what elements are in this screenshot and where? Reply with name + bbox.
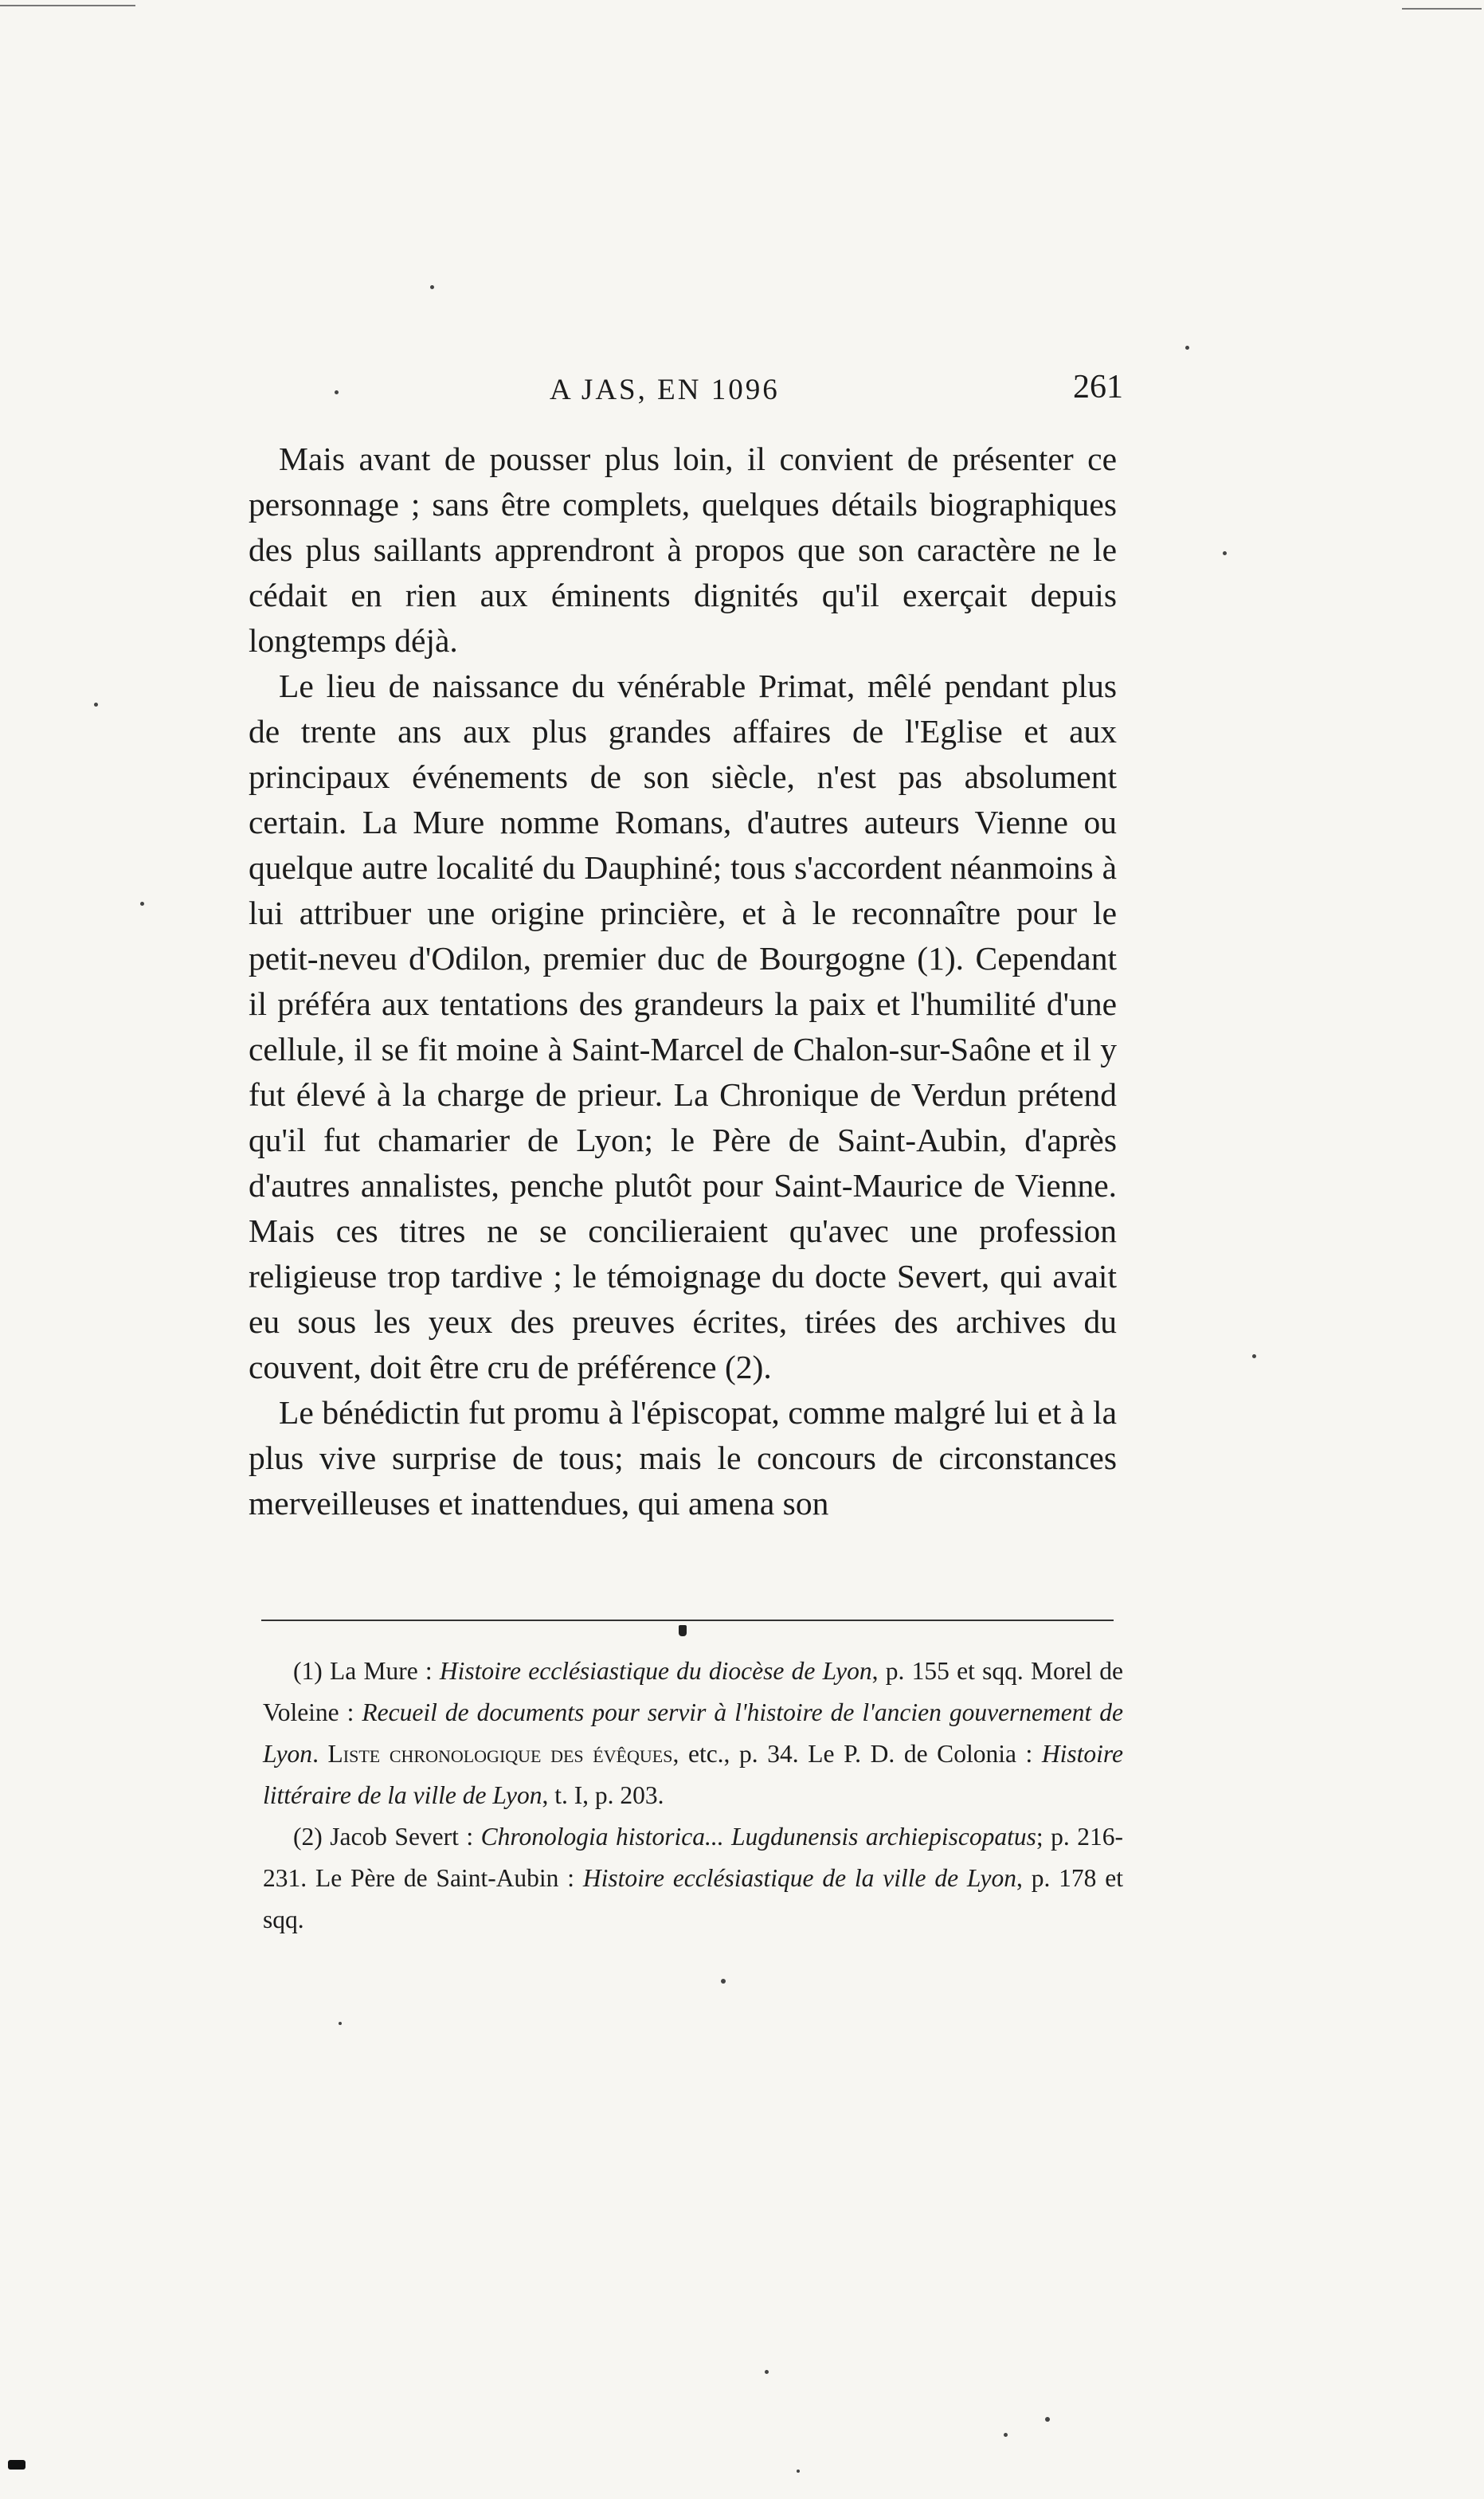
scan-speck [1045,2417,1050,2422]
footnote-title: Recueil de documents pour servir à l'histoire de l'ancien gouvernement de Lyon [263,1698,1124,1768]
footnote-text: (1) La Mure : [293,1657,440,1685]
body-text [249,437,1117,1526]
footnote-text: . [312,1740,328,1768]
footnote-smallcaps: Liste chronologique des évêques [327,1740,673,1768]
paragraph: Le lieu de naissance du vénérable Primat, mêlé pendant plus de trente ans aux plus grandes affaires de l'Eglise et aux principaux événements de son siècle, n'est pas absolument certain. La Mure nomme Romans, d'autres auteurs Vienne ou quelque autre localité du Dauphiné; tous s'accordent néanmoins à lui attribuer une origine princière, et à le reconnaître pour le petit-neveu d'Odilon, premier duc de Bourgogne (1). Cependant il préféra aux tentations des grandeurs la paix et l'humilité d'une cellule, il se fit moine à Saint-Marcel de Chalon-sur-Saône et il y fut élevé à la charge de prieur. La Chronique de Verdun prétend qu'il fut chamarier de Lyon; le Père de Saint-Aubin, d'après d'autres annalistes, penche plutôt pour Saint-Maurice de Vienne. Mais ces titres ne se concilieraient qu'avec une profession religieuse trop tardive ; le témoignage du docte Severt, qui avait eu sous les yeux des preuves écrites, tirées des archives du couvent, doit être cru de préférence (2). [249,668,1117,1385]
scan-speck [335,390,339,394]
footnote-title: Histoire ecclésiastique du diocèse de Lyon [439,1657,872,1685]
scan-speck [765,2370,769,2374]
footnote-text: , t. I, p. 203. [542,1781,664,1809]
footnote-title: Histoire littéraire de la ville de Lyon [263,1740,1123,1809]
footnote-text: ; p. 216-231. Le Père de Saint-Aubin : [263,1823,1123,1892]
footnote-title: Chronologia historica... Lugdunensis archiepiscopatus [480,1823,1036,1851]
scan-speck [94,703,98,707]
paragraph: Mais avant de pousser plus loin, il convient de présenter ce personnage ; sans être complets, quelques détails biographiques des plus saillants apprendront à propos que son caractère ne le cédait en rien aux éminents dignités qu'il exerçait depuis longtemps déjà. [249,441,1117,659]
footnote-text: , etc., p. 34. Le P. D. de Colonia : [672,1740,1042,1768]
scan-speck [1185,346,1189,350]
ink-mark [679,1625,687,1636]
footnotes [263,1651,1123,1941]
scan-speck [339,2022,342,2025]
footnote-title: Histoire ecclésiastique de la ville de Lyon [582,1864,1016,1892]
footnote-separator [261,1620,1114,1621]
scan-edge-mark [1402,8,1482,10]
scan-speck [1004,2433,1008,2437]
scan-speck [1223,551,1227,555]
running-title: A JAS, EN 1096 [550,374,780,406]
scan-speck [140,902,144,906]
scan-speck [430,285,434,289]
footnote-2 [263,1816,1123,1941]
scan-speck [8,2460,25,2470]
scan-speck [797,2470,800,2473]
footnote-text: , p. 178 et sqq. [263,1864,1124,1933]
paragraph: Le bénédictin fut promu à l'épiscopat, comme malgré lui et à la plus vive surprise de tous; mais le concours de circonstances merveilleuses et inattendues, qui amena son [249,1394,1117,1522]
scan-speck [721,1979,726,1984]
scan-edge-mark [0,5,135,6]
footnote-1 [263,1651,1123,1816]
page-header [247,369,1123,421]
scan-speck [1252,1354,1256,1358]
footnote-text: , p. 155 et sqq. Morel de Voleine : [263,1657,1123,1726]
page-number: 261 [1073,369,1123,405]
footnote-text: (2) Jacob Severt : [293,1823,481,1851]
